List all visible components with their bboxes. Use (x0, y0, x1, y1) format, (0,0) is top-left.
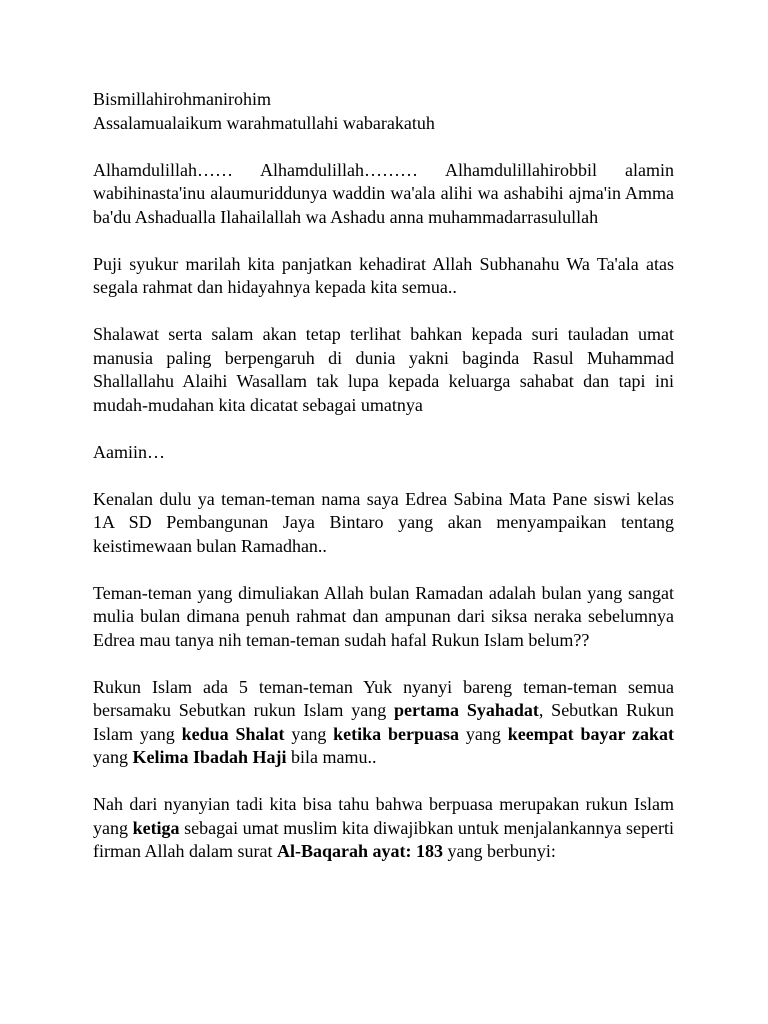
rukun-islam-paragraph (93, 676, 674, 770)
greeting-bismillah: Bismillahirohmanirohim (93, 89, 271, 109)
opening-paragraph: Alhamdulillah…… Alhamdulillah……… Alhamdulillahirobbil alamin wabihinasta'inu alaumuriddunya waddin wa'ala alihi wa ashabihi ajma'in Amma ba'du Ashadualla Ilahailallah wa Ashadu anna muhammadarrasulullah (93, 159, 674, 227)
rukun-text-3: yang (284, 723, 334, 744)
document-page (93, 88, 674, 887)
greeting-salam: Assalamualaikum warahmatullahi wabarakatuh (93, 112, 435, 133)
shalawat-paragraph: Shalawat serta salam akan tetap terlihat bahkan kepada suri tauladan umat manusia paling berpengaruh di dunia yakni baginda Rasul Muhammad Shallallahu Alaihi Wasallam tak lupa kepada keluarga sahabat dan tapi ini mudah-mudahan kita dicatat sebagai umatnya (93, 324, 674, 415)
fasting-text-3: yang berbunyi: (442, 841, 556, 861)
fasting-highlight-surah: Al-Baqarah ayat: 183 (276, 841, 443, 861)
rukun-text-2: , Sebutkan Rukun Islam yang (93, 700, 674, 744)
fasting-paragraph (93, 793, 674, 864)
rukun-text-1: Rukun Islam ada 5 teman-teman Yuk nyanyi bareng teman-teman semua bersamaku Sebutkan rukun Islam yang (93, 676, 674, 720)
rukun-highlight-pertama: pertama Syahadat (394, 700, 539, 720)
rukun-highlight-kedua: kedua Shalat (181, 723, 285, 744)
fasting-highlight-ketiga: ketiga (132, 817, 180, 838)
fasting-text-2: sebagai umat muslim kita diwajibkan untuk menjalankannya seperti firman Allah dalam surat (93, 817, 674, 861)
amen-paragraph: Aamiin… (93, 441, 165, 462)
gratitude-paragraph: Puji syukur marilah kita panjatkan kehadirat Allah Subhanahu Wa Ta'ala atas segala rahmat dan hidayahnya kepada kita semua.. (93, 253, 674, 297)
rukun-text-5: yang (93, 747, 133, 767)
rukun-highlight-kelima: Kelima Ibadah Haji (132, 747, 287, 767)
rukun-highlight-keempat: keempat bayar zakat (507, 723, 674, 744)
greeting-paragraph (93, 88, 674, 135)
introduction-paragraph: Kenalan dulu ya teman-teman nama saya Edrea Sabina Mata Pane siswi kelas 1A SD Pembangunan Jaya Bintaro yang akan menyampaikan tentang keistimewaan bulan Ramadhan.. (93, 488, 674, 556)
rukun-highlight-ketiga: ketika berpuasa (333, 723, 460, 744)
ramadan-paragraph: Teman-teman yang dimuliakan Allah bulan Ramadan adalah bulan yang sangat mulia bulan dimana penuh rahmat dan ampunan dari siksa neraka sebelumnya Edrea mau tanya nih teman-teman sudah hafal Rukun Islam belum?? (93, 582, 674, 650)
rukun-text-6: bila mamu.. (286, 747, 377, 767)
rukun-text-4: yang (459, 723, 508, 744)
fasting-text-1: Nah dari nyanyian tadi kita bisa tahu bahwa berpuasa merupakan rukun Islam yang (93, 794, 674, 838)
